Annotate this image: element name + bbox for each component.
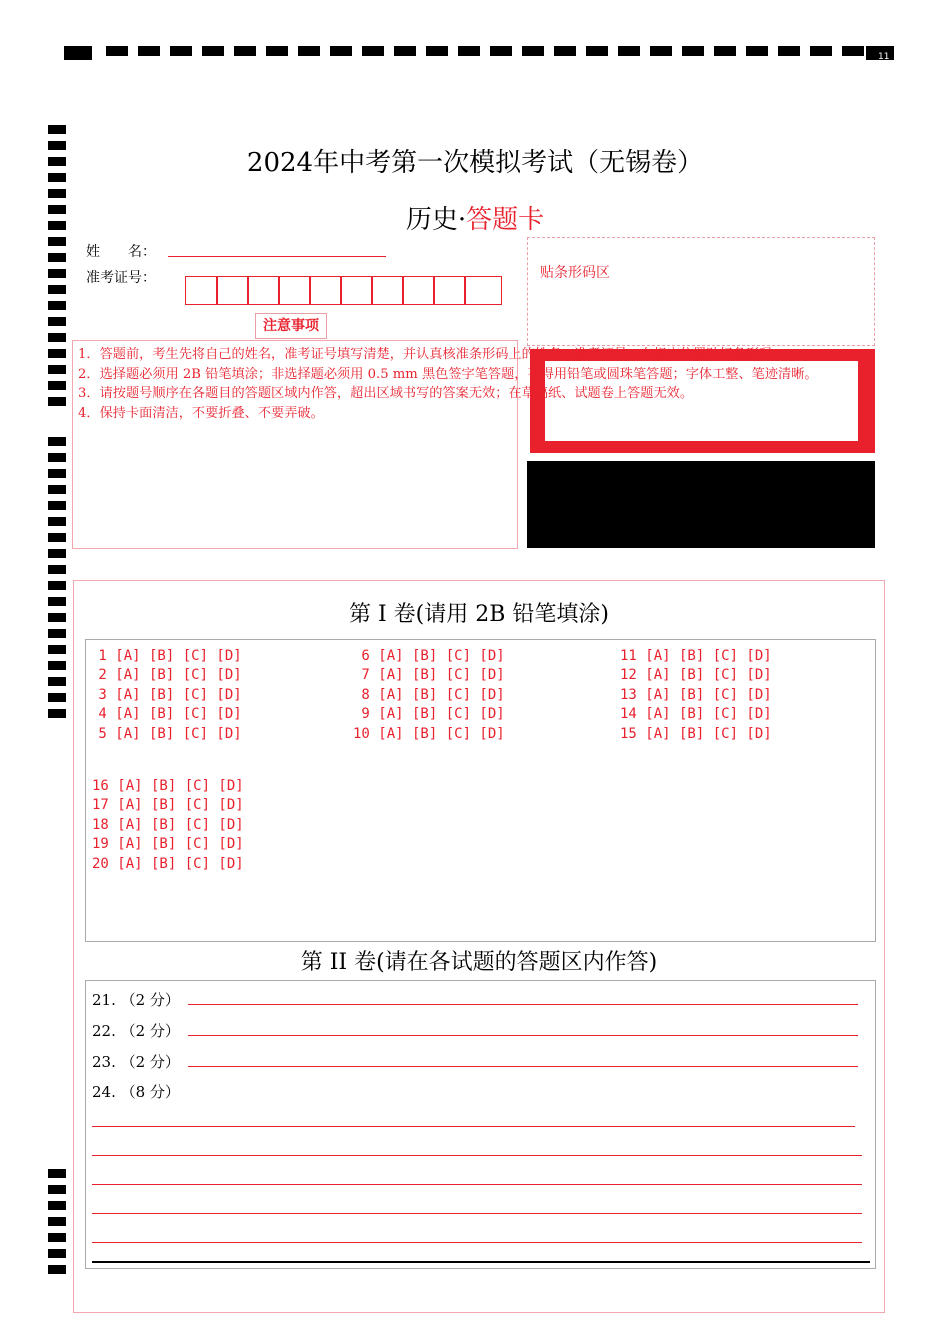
id-digit-box[interactable] <box>464 276 502 305</box>
question-label: 22. （2 分） <box>92 1022 180 1040</box>
notice-item: 2．选择题必须用 2B 铅笔填涂；非选择题必须用 0.5 mm 黑色签字笔答题，不得用铅笔或圆珠笔答题；字体工整、笔迹清晰。 <box>78 366 818 382</box>
mc-row[interactable]: 17 [A] [B] [C] [D] <box>92 797 244 813</box>
mc-row[interactable]: 5 [A] [B] [C] [D] <box>90 726 242 742</box>
answer-line[interactable] <box>92 1184 862 1185</box>
id-digit-box[interactable] <box>247 276 280 305</box>
answer-line[interactable] <box>92 1126 855 1127</box>
mc-row[interactable]: 8 [A] [B] [C] [D] <box>353 687 505 703</box>
id-digit-box[interactable] <box>309 276 342 305</box>
mc-row[interactable]: 13 [A] [B] [C] [D] <box>620 687 772 703</box>
id-digit-box[interactable] <box>340 276 373 305</box>
page-number: 11 <box>878 52 890 62</box>
part1-title: 第 I 卷(请用 2B 铅笔填涂) <box>349 602 609 627</box>
question-label: 23. （2 分） <box>92 1053 180 1071</box>
answer-line[interactable] <box>92 1155 862 1156</box>
card-subtitle <box>0 199 950 236</box>
question-label: 21. （2 分） <box>92 991 180 1009</box>
answer-card-label: 答题卡 <box>466 205 545 235</box>
mc-row[interactable]: 18 [A] [B] [C] [D] <box>92 817 244 833</box>
mc-row[interactable]: 14 [A] [B] [C] [D] <box>620 706 772 722</box>
mc-row[interactable]: 10 [A] [B] [C] [D] <box>353 726 505 742</box>
mc-row[interactable]: 6 [A] [B] [C] [D] <box>353 648 505 664</box>
notice-item: 1．答题前，考生先将自己的姓名，准考证号填写清楚，并认真核准条形码上的姓名、准考证号，在规定位置贴好条形码。 <box>78 347 786 362</box>
answer-end-rule <box>92 1261 870 1263</box>
written-answer-box <box>85 980 876 1269</box>
mc-row[interactable]: 1 [A] [B] [C] [D] <box>90 648 242 664</box>
notice-item: 4．保持卡面清洁，不要折叠、不要弄破。 <box>78 405 324 421</box>
id-digit-box[interactable] <box>216 276 249 305</box>
mc-row[interactable]: 15 [A] [B] [C] [D] <box>620 726 772 742</box>
mc-row[interactable]: 16 [A] [B] [C] [D] <box>92 778 244 794</box>
answer-line[interactable] <box>188 1004 858 1005</box>
id-label: 准考证号： <box>86 270 156 286</box>
answer-line[interactable] <box>188 1066 858 1067</box>
mc-row[interactable]: 2 [A] [B] [C] [D] <box>90 667 242 683</box>
id-digit-box[interactable] <box>185 276 218 305</box>
id-digit-box[interactable] <box>371 276 404 305</box>
subject-label: 历史 <box>405 205 458 235</box>
mc-row[interactable]: 9 [A] [B] [C] [D] <box>353 706 505 722</box>
exam-title: 2024年中考第一次模拟考试（无锡卷） <box>246 148 704 178</box>
barcode-area <box>527 237 875 346</box>
barcode-label: 贴条形码区 <box>540 265 610 281</box>
mc-row[interactable]: 3 [A] [B] [C] [D] <box>90 687 242 703</box>
answer-line[interactable] <box>188 1035 858 1036</box>
answer-line[interactable] <box>92 1242 862 1243</box>
answer-line[interactable] <box>92 1213 862 1214</box>
mc-row[interactable]: 20 [A] [B] [C] [D] <box>92 856 244 872</box>
part2-title: 第 II 卷(请在各试题的答题区内作答) <box>300 950 658 975</box>
mc-row[interactable]: 4 [A] [B] [C] [D] <box>90 706 242 722</box>
name-input-line[interactable] <box>168 256 386 257</box>
notice-item: 3．请按题号顺序在各题目的答题区域内作答，超出区域书写的答案无效；在草稿纸、试题卷上答题无效。 <box>78 386 694 401</box>
id-digit-box[interactable] <box>402 276 435 305</box>
mc-row[interactable]: 12 [A] [B] [C] [D] <box>620 667 772 683</box>
id-digit-box[interactable] <box>278 276 311 305</box>
black-block <box>527 461 875 548</box>
mc-row[interactable]: 19 [A] [B] [C] [D] <box>92 836 244 852</box>
id-digit-box[interactable] <box>433 276 466 305</box>
mc-row[interactable]: 7 [A] [B] [C] [D] <box>353 667 505 683</box>
name-label: 姓 名： <box>86 244 156 260</box>
mc-row[interactable]: 11 [A] [B] [C] [D] <box>620 648 772 664</box>
question-label: 24. （8 分） <box>92 1083 180 1101</box>
notice-list <box>78 345 818 423</box>
subtitle-separator: · <box>457 205 467 235</box>
notice-title: 注意事项 <box>255 313 327 339</box>
